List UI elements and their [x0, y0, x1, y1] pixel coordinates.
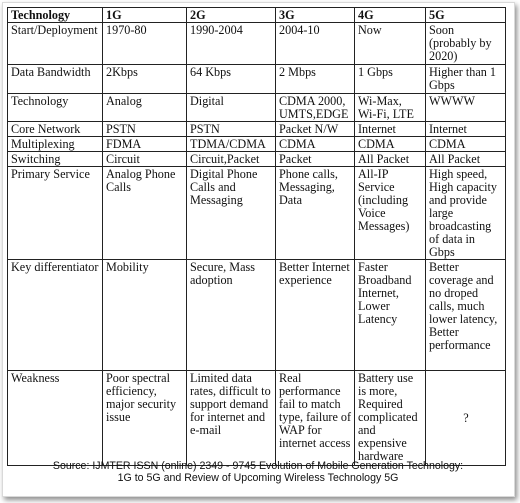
table-cell: CDMA — [355, 137, 426, 152]
table-cell: ? — [426, 371, 506, 466]
table-cell: 1990-2004 — [187, 23, 276, 65]
table-cell: Packet N/W — [276, 122, 355, 137]
table-cell: Analog — [103, 94, 187, 122]
table-cell: Secure, Mass adoption — [187, 260, 276, 371]
row-label: Multiplexing — [8, 137, 103, 152]
generation-comparison-table — [7, 7, 506, 466]
table-row — [8, 167, 506, 260]
table-cell: Faster Broadband Internet, Lower Latency — [355, 260, 426, 371]
source-line-1: Source: IJMTER ISSN (online) 2349 - 9745 Evolution of Mobile Generation Technology: — [52, 460, 464, 472]
header-5g: 5G — [426, 8, 506, 23]
table-cell: Mobility — [103, 260, 187, 371]
table-row — [8, 260, 506, 371]
table-cell: PSTN — [187, 122, 276, 137]
table-cell: TDMA/CDMA — [187, 137, 276, 152]
table-cell: All Packet — [355, 152, 426, 167]
table-cell: Digital Phone Calls and Messaging — [187, 167, 276, 260]
table-cell: Poor spectral efficiency, major security issue — [103, 371, 187, 466]
source-line-2: 1G to 5G and Review of Upcoming Wireless Technology 5G — [117, 472, 399, 484]
source-caption — [4, 460, 512, 484]
table-cell: Real performance fail to match type, failure of WAP for internet access — [276, 371, 355, 466]
header-4g: 4G — [355, 8, 426, 23]
table-cell: Analog Phone Calls — [103, 167, 187, 260]
table-cell: CDMA 2000, UMTS,EDGE — [276, 94, 355, 122]
table-cell: Better Internet experience — [276, 260, 355, 371]
table-cell: Now — [355, 23, 426, 65]
table-cell: High speed, High capacity and provide large broadcasting of data in Gbps — [426, 167, 506, 260]
table-cell: 1970-80 — [103, 23, 187, 65]
table-cell: 2004-10 — [276, 23, 355, 65]
table-cell: PSTN — [103, 122, 187, 137]
table-row — [8, 152, 506, 167]
table-cell: All-IP Service (including Voice Messages) — [355, 167, 426, 260]
table-row — [8, 65, 506, 94]
table-cell: 2Kbps — [103, 65, 187, 94]
table-cell: Packet — [276, 152, 355, 167]
row-label: Switching — [8, 152, 103, 167]
table-cell: Circuit — [103, 152, 187, 167]
table-cell: Circuit,Packet — [187, 152, 276, 167]
table-cell: Soon (probably by 2020) — [426, 23, 506, 65]
table-row — [8, 137, 506, 152]
table-row — [8, 122, 506, 137]
table-cell: Digital — [187, 94, 276, 122]
table-cell: All Packet — [426, 152, 506, 167]
table-cell: 64 Kbps — [187, 65, 276, 94]
header-technology: Technology — [8, 8, 103, 23]
row-label: Technology — [8, 94, 103, 122]
table-cell: CDMA — [276, 137, 355, 152]
table-cell: FDMA — [103, 137, 187, 152]
header-1g: 1G — [103, 8, 187, 23]
row-label: Key differentiator — [8, 260, 103, 371]
table-cell: Phone calls, Messaging, Data — [276, 167, 355, 260]
header-3g: 3G — [276, 8, 355, 23]
row-label: Start/Deployment — [8, 23, 103, 65]
table-row — [8, 94, 506, 122]
table-cell: 1 Gbps — [355, 65, 426, 94]
table-row — [8, 23, 506, 65]
table-cell: Limited data rates, difficult to support demand for internet and e-mail — [187, 371, 276, 466]
table-cell: Internet — [426, 122, 506, 137]
table-cell: 2 Mbps — [276, 65, 355, 94]
table-cell: CDMA — [426, 137, 506, 152]
table-cell: WWWW — [426, 94, 506, 122]
row-label: Core Network — [8, 122, 103, 137]
row-label: Primary Service — [8, 167, 103, 260]
row-label: Weakness — [8, 371, 103, 466]
table-cell: Better coverage and no droped calls, much lower latency, Better performance — [426, 260, 506, 371]
row-label: Data Bandwidth — [8, 65, 103, 94]
header-row — [8, 8, 506, 23]
table-cell: Higher than 1 Gbps — [426, 65, 506, 94]
table-row — [8, 371, 506, 466]
table-cell: Wi-Max, Wi-Fi, LTE — [355, 94, 426, 122]
table-cell: Battery use is more, Required complicated and expensive hardware — [355, 371, 426, 466]
table-cell: Internet — [355, 122, 426, 137]
header-2g: 2G — [187, 8, 276, 23]
